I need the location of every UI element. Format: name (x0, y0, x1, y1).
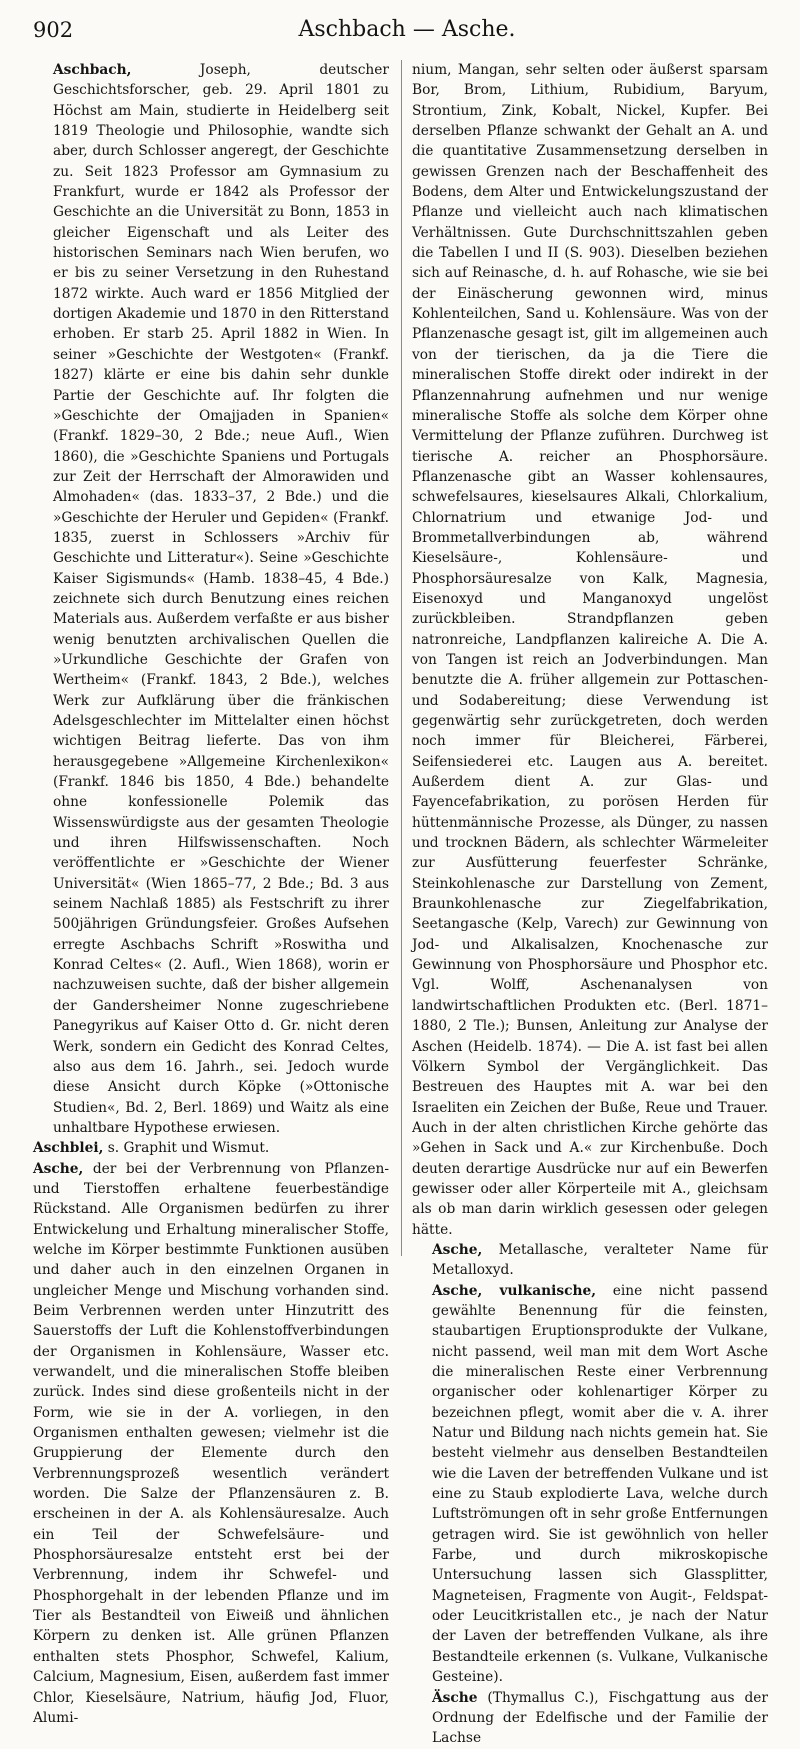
entry-text: nium, Mangan, sehr selten oder äußerst sparsam Bor, Brom, Lithium, Rubidium, Baryum, Strontium, Zink, Kobalt, Nickel, Kupfer. Bei derselben Pflanze schwankt der Gehalt an A. und die quantitative Zusammensetzung derselben in gewissen Grenzen nach der Beschaffenheit des Bodens, dem Alter und Entwickelungszustand der Pflanze und vielleicht auch nach klimatischen Verhältnissen. Gute Durchschnittszahlen geben die Tabellen I und II (S. 903). Dieselben beziehen sich auf Reinasche, d. h. auf Rohasche, wie sie bei der Einäscherung gewonnen wird, minus Kohlenteilchen, Sand u. Kohlensäure. Was von der Pflanzenasche gesagt ist, gilt im allgemeinen auch von der tierischen, da ja die Tiere die mineralischen Stoffe direkt oder indirekt in der Pflanzennahrung aufnehmen und nur wenige mineralische Stoffe als solche dem Körper ohne Vermittelung der Pflanze zuführen. Durchweg ist tierische A. reicher an Phosphorsäure. Pflanzenasche gibt an Wasser kohlensaures, schwefelsaures, kieselsaures Alkali, Chlorkalium, Chlornatrium und etwanige Jod- und Brommetallverbindungen ab, während Kieselsäure-, Kohlensäure- und Phosphorsäuresalze von Kalk, Magnesia, Eisenoxyd und Manganoxyd ungelöst zurückbleiben. Strandpflanzen geben natronreiche, Landpflanzen kalireiche A. Die A. von Tangen ist reich an Jodverbindungen. Man benutzte die A. früher allgemein zur Pottaschen- und Sodabereitung; diese Verwendung ist gegenwärtig sehr zurückgetreten, doch werden noch immer für Bleicherei, Färberei, Seifensiederei etc. Laugen aus A. bereitet. Außerdem dient A. zur Glas- und Fayencefabrikation, zu porösen Herden für hüttenmännische Prozesse, als Dünger, zu nassen und trocknen Bädern, als schlechter Wärmeleiter zur Ausfütterung feuerfester Schränke, Steinkohlenasche zur Darstellung von Zement, Braunkohlenasche zur Ziegelfabrikation, Seetangasche (Kelp, Varech) zur Gewinnung von Jod- und Alkalisalzen, Knochenasche zur Gewinnung von Phosphorsäure und Phosphor etc. Vgl. Wolff, Aschenanalysen von landwirtschaftlichen Produkten etc. (Berl. 1871–1880, 2 Tle.); Bunsen, Anleitung zur Analyse der Aschen (Heidelb. 1874). — Die A. ist fast bei allen Völkern Symbol der Vergänglichkeit. Das Bestreuen des Hauptes mit A. war bei den Israeliten ein Zeichen der Buße, Reue und Trauer. Auch in der alten christlichen Kirche gehörte das »Gehen in Sack und A.« zur Kirchenbuße. Doch deuten derartige Ausdrücke nur auf ein Bewerfen gewisser oder aller Körperteile mit A., gleichsam als ob man darin wirklich gesessen oder gelegen hätte. (412, 62, 768, 1238)
entry-asche-metallasche (412, 1240, 768, 1281)
entry-aschbach (33, 60, 389, 1138)
entry-text: Joseph, deutscher Geschichtsforscher, geb. 29. April 1801 zu Höchst am Main, studierte in Heidelberg seit 1819 Theologie und Philosophie, wandte sich aber, durch Schlosser angeregt, der Geschichte zu. Seit 1823 Professor am Gymnasium zu Frankfurt, wurde er 1842 als Professor der Geschichte an die Universität zu Bonn, 1853 in gleicher Eigenschaft und als Leiter des historischen Seminars nach Wien berufen, wo er bis zu seiner Versetzung in den Ruhestand 1872 wirkte. Auch ward er 1856 Mitglied der dortigen Akademie und 1870 in den Ritterstand erhoben. Er starb 25. April 1882 in Wien. In seiner »Geschichte der Westgoten« (Frankf. 1827) klärte er eine bis dahin sehr dunkle Partie der Geschichte auf. Ihr folgten die »Geschichte der Omajjaden in Spanien« (Frankf. 1829–30, 2 Bde.; neue Aufl., Wien 1860), die »Geschichte Spaniens und Portugals zur Zeit der Herrschaft der Almorawiden und Almohaden« (das. 1833–37, 2 Bde.) und die »Geschichte der Heruler und Gepiden« (Frankf. 1835, zuerst in Schlossers »Archiv für Geschichte und Litteratur«). Seine »Geschichte Kaiser Sigismunds« (Hamb. 1838–45, 4 Bde.) zeichnete sich durch Benutzung eines reichen Materials aus. Außerdem verfaßte er aus bisher wenig benutzten archivalischen Quellen die »Urkundliche Geschichte der Grafen von Wertheim« (Frankf. 1843, 2 Bde.), welches Werk zur Aufklärung über die fränkischen Adelsgeschlechter im Mittelalter einen höchst wichtigen Beitrag lieferte. Das von ihm herausgegebene »Allgemeine Kirchenlexikon« (Frankf. 1846 bis 1850, 4 Bde.) behandelte ohne konfessionelle Polemik das Wissenswürdigste aus der gesamten Theologie und ihren Hilfswissenschaften. Noch veröffentlichte er »Geschichte der Wiener Universität« (Wien 1865–77, 2 Bde.; Bd. 3 aus seinem Nachlaß 1885) als Festschrift zu ihrer 500jährigen Gründungsfeier. Großes Aufsehen erregte Aschbachs Schrift »Roswitha und Konrad Celtes« (2. Aufl., Wien 1868), worin er nachzuweisen suchte, daß der bisher allgemein der Gandersheimer Nonne zugeschriebene Panegyrikus auf Kaiser Otto d. Gr. nicht deren Werk, sondern ein Gedicht des Konrad Celtes, also aus dem 16. Jahrh., sei. Jedoch wurde diese Ansicht durch Köpke (»Ottonische Studien«, Bd. 2, Berl. 1869) und Waitz als eine unhaltbare Hypothese erwiesen. (53, 62, 389, 1136)
entry-asche-continued (412, 60, 768, 1240)
right-column (412, 60, 768, 1747)
entry-headword: Asche, vulkanische, (432, 1282, 596, 1299)
entry-text: (Thymallus C.), Fischgattung aus der Ordnung der Edelfische und der Familie der Lachse (432, 1689, 768, 1747)
entry-headword: Äsche (432, 1689, 478, 1706)
left-column (33, 60, 389, 1726)
page-header (33, 10, 781, 46)
entry-text: s. Graphit und Wismut. (103, 1140, 270, 1157)
entry-aschblei (33, 1138, 389, 1158)
entry-headword: Aschbach, (53, 62, 132, 78)
entry-asche (33, 1159, 389, 1729)
entry-aesche (412, 1688, 768, 1749)
entry-text: eine nicht passend gewählte Benennung für die feinsten, staubartigen Eruptionsprodukte der Vulkane, nicht passend, weil man mit dem Wort Asche die mineralischen Reste einer Verbrennung organischer oder kohlenartiger Körper zu bezeichnen pflegt, womit aber die v. A. ihrer Natur und Bildung nach nichts gemein hat. Sie besteht vielmehr aus denselben Bestandteilen wie die Laven der betreffenden Vulkane und ist eine zu Staub explodierte Lava, welche durch Luftströmungen oft in sehr große Entfernungen getragen wird. Sie ist gewöhnlich von heller Farbe, und durch mikroskopische Untersuchung lassen sich Glassplitter, Magneteisen, Fragmente von Augit-, Feldspat- oder Leucitkristallen etc., je nach der Natur der Laven der betreffenden Vulkane, als ihre Bestandteile erkennen (s. Vulkane, Vulkanische Gesteine). (432, 1282, 768, 1686)
entry-headword: Asche, (33, 1160, 84, 1177)
column-divider (401, 60, 402, 1256)
entry-headword: Aschblei, (33, 1140, 104, 1157)
entry-headword: Asche, (432, 1241, 483, 1258)
entry-asche-vulkanische (412, 1281, 768, 1688)
entry-text: der bei der Verbrennung von Pflanzen- und Tierstoffen erhaltene feuerbeständige Rückstand. Alle Organismen bedürfen zu ihrer Entwickelung und Erhaltung mineralischer Stoffe, welche im Körper bestimmte Funktionen ausüben und daher auch in den einzelnen Organen in ungleicher Menge und Mischung vorhanden sind. Beim Verbrennen werden unter Hinzutritt des Sauerstoffs der Luft die Kohlenstoffverbindungen der Organismen in Kohlensäure, Wasser etc. verwandelt, und die mineralischen Stoffe bleiben zurück. Indes sind diese großenteils nicht in der Form, wie sie in der A. vorliegen, in den Organismen enthalten gewesen; vielmehr ist die Gruppierung der Elemente durch den Verbrennungsprozeß wesentlich verändert worden. Die Salze der Pflanzensäuren z. B. erscheinen in der A. als Kohlensäuresalze. Auch ein Teil der Schwefelsäure- und Phosphorsäuresalze entsteht erst bei der Verbrennung, indem ihr Schwefel- und Phosphorgehalt in der lebenden Pflanze und im Tier als Bestandteil von Eiweiß und ähnlichen Körpern zu denken ist. Alle grünen Pflanzen enthalten stets Phosphor, Schwefel, Kalium, Calcium, Magnesium, Eisen, außerdem fast immer Chlor, Kieselsäure, Natrium, häufig Jod, Fluor, Alumi- (33, 1160, 389, 1726)
page-number: 902 (33, 18, 74, 42)
running-head: Aschbach — Asche. (298, 17, 516, 42)
entry-text: Metallasche, veralteter Name für Metalloxyd. (432, 1241, 768, 1279)
